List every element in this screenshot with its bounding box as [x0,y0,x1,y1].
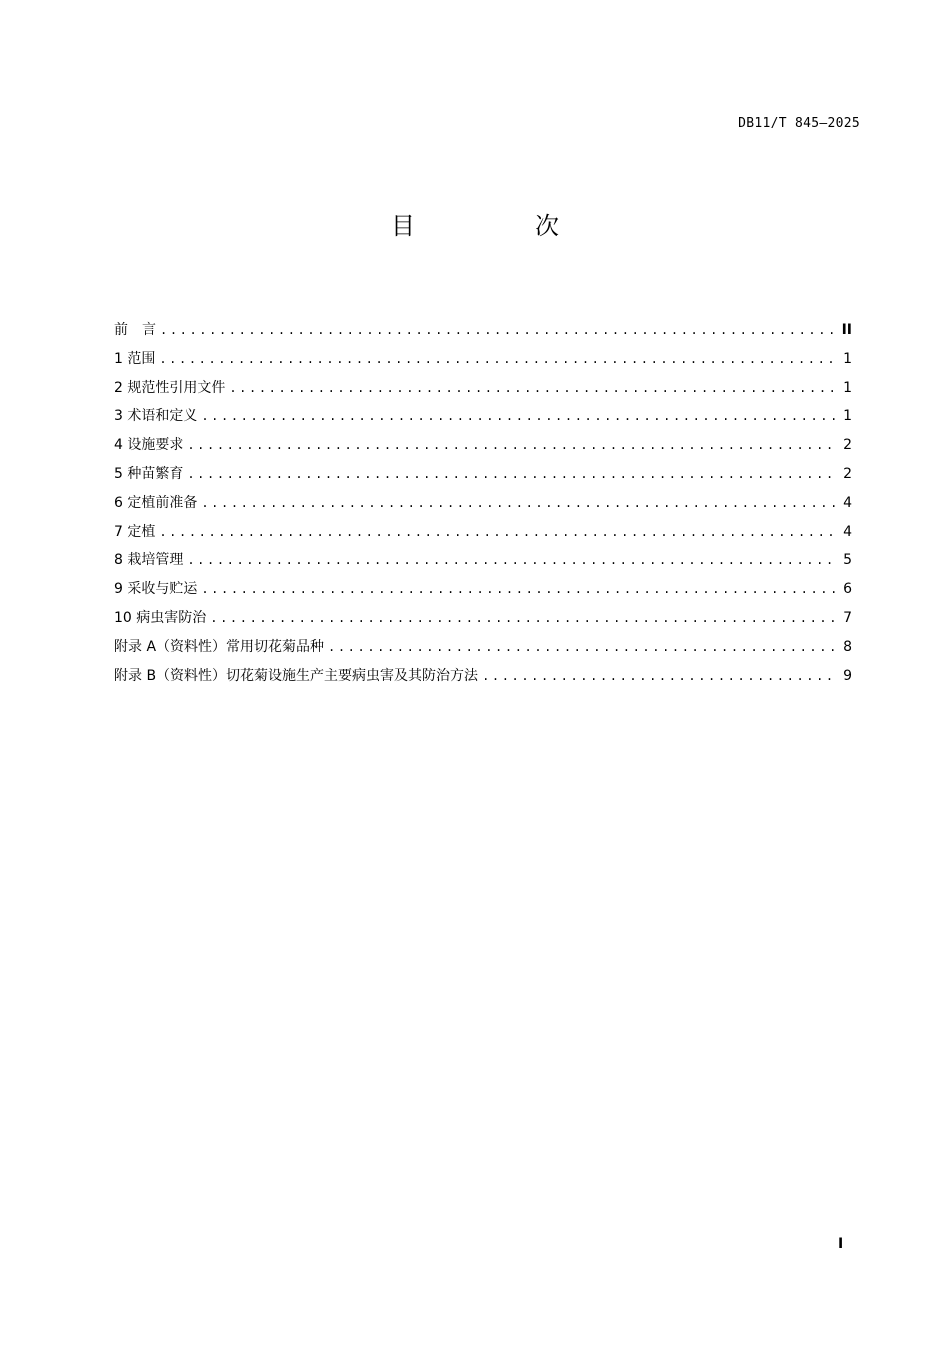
toc-leader-dots [328,633,838,662]
toc-leader-dots [160,316,838,345]
toc-entry-page: 4 [843,523,852,540]
toc-entry-appendix-a[interactable] [114,633,852,662]
toc-entry-label: 10 病虫害防治 [114,609,207,626]
toc-entry-planting[interactable] [114,518,852,547]
toc-entry-page: 2 [843,465,852,482]
toc-entry-terms-definitions[interactable] [114,402,852,431]
toc-entry-page: 8 [843,638,852,655]
toc-entry-foreword[interactable] [114,316,852,345]
toc-leader-dots [187,546,838,575]
toc-entry-label: 4 设施要求 [114,437,184,454]
toc-leader-dots [159,518,838,547]
toc-entry-normative-references[interactable] [114,374,852,403]
toc-entry-facility-requirements[interactable] [114,431,852,460]
toc-entry-page: 1 [843,379,852,396]
toc-leader-dots [187,460,838,489]
toc-leader-dots [201,489,838,518]
toc-entry-label: 5 种苗繁育 [114,465,184,482]
toc-entry-appendix-b[interactable] [114,662,852,691]
toc-entry-page: 5 [843,552,852,569]
toc-leader-dots [187,431,838,460]
toc-leader-dots [201,402,838,431]
toc-entry-pest-control[interactable] [114,604,852,633]
toc-entry-cultivation-management[interactable] [114,546,852,575]
table-of-contents [114,316,852,690]
toc-leader-dots [210,604,838,633]
page-number: I [838,1236,844,1252]
toc-entry-page: 9 [843,667,852,684]
toc-entry-page: 2 [843,437,852,454]
toc-entry-label: 1 范围 [114,350,156,367]
toc-entry-label: 2 规范性引用文件 [114,379,226,396]
toc-entry-label: 8 栽培管理 [114,552,184,569]
toc-leader-dots [229,374,838,403]
toc-entry-page: 1 [843,408,852,425]
toc-entry-seedling-propagation[interactable] [114,460,852,489]
toc-entry-page: 6 [843,581,852,598]
toc-entry-label: 6 定植前准备 [114,494,198,511]
toc-leader-dots [159,345,838,374]
toc-entry-label: 附录 B（资料性）切花菊设施生产主要病虫害及其防治方法 [114,667,479,684]
toc-entry-harvest-storage[interactable] [114,575,852,604]
toc-title: 目 次 [391,212,607,240]
toc-entry-page: 7 [843,609,852,626]
document-code: DB11/T 845—2025 [738,116,860,131]
toc-entry-label: 7 定植 [114,523,156,540]
toc-entry-pre-planting-preparation[interactable] [114,489,852,518]
toc-entry-page: II [841,322,852,338]
toc-entry-label: 前 言 [114,322,156,338]
toc-entry-label: 9 采收与贮运 [114,581,198,598]
toc-leader-dots [201,575,838,604]
toc-entry-page: 1 [843,350,852,367]
toc-entry-page: 4 [843,494,852,511]
toc-entry-scope[interactable] [114,345,852,374]
toc-leader-dots [482,662,838,691]
toc-entry-label: 3 术语和定义 [114,408,198,425]
toc-entry-label: 附录 A（资料性）常用切花菊品种 [114,638,325,655]
